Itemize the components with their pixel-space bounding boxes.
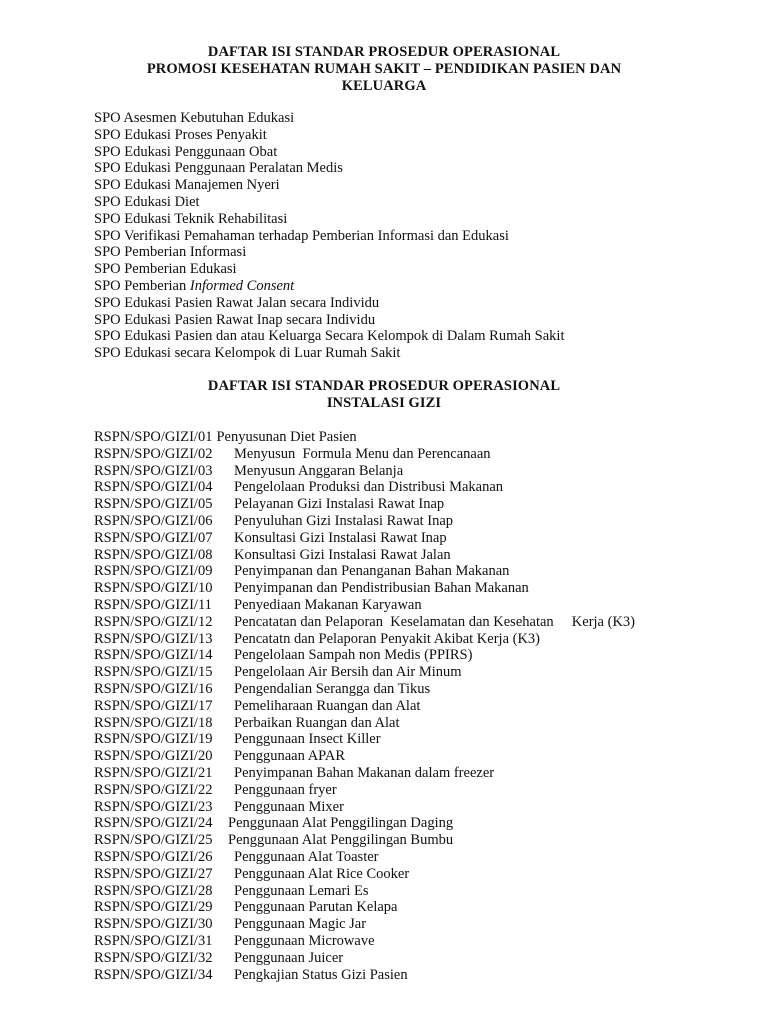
- spo-title: Pencatatan dan Pelaporan Keselamatan dan Kesehatan Kerja (K3): [234, 613, 635, 630]
- list-item: SPO Edukasi Pasien Rawat Jalan secara Individu: [94, 294, 380, 311]
- gizi-list-item: [94, 496, 635, 513]
- gizi-list-item: [94, 530, 635, 547]
- gizi-list-item: [94, 832, 635, 849]
- list-item: SPO Edukasi Pasien Rawat Inap secara Individu: [94, 311, 376, 328]
- spo-title: Penyuluhan Gizi Instalasi Rawat Inap: [234, 512, 454, 529]
- spo-title: Pengendalian Serangga dan Tikus: [234, 680, 431, 697]
- spo-title: Penggunaan Mixer: [234, 798, 344, 815]
- gizi-list-item: [94, 933, 635, 950]
- gizi-list-item: [94, 580, 635, 597]
- spo-title: Penggunaan Alat Penggilingan Bumbu: [228, 832, 454, 849]
- spo-title: Konsultasi Gizi Instalasi Rawat Jalan: [234, 546, 451, 563]
- list-item: [94, 278, 564, 295]
- spo-title: Pengelolaan Produksi dan Distribusi Makanan: [234, 479, 504, 496]
- spo-title: Penyediaan Makanan Karyawan: [234, 596, 422, 613]
- spo-title: Penggunaan Magic Jar: [234, 916, 367, 933]
- spo-title: Penyimpanan dan Penanganan Bahan Makanan: [234, 563, 510, 580]
- spo-title: Penggunaan Alat Penggilingan Daging: [228, 815, 454, 832]
- list-item: SPO Edukasi Diet: [94, 193, 200, 210]
- list-item: SPO Edukasi Penggunaan Peralatan Medis: [94, 160, 343, 177]
- title-line: KELUARGA: [341, 77, 427, 94]
- gizi-list-item: [94, 731, 635, 748]
- spo-title: Pencatatn dan Pelaporan Penyakit Akibat Kerja (K3): [234, 630, 541, 647]
- title-line: DAFTAR ISI STANDAR PROSEDUR OPERASIONAL: [207, 378, 561, 394]
- spo-code: RSPN/SPO/GIZI/11: [94, 596, 212, 613]
- list-item: SPO Edukasi Penggunaan Obat: [94, 143, 278, 160]
- spo-title: Penyusunan Diet Pasien: [216, 429, 357, 445]
- spo-code: RSPN/SPO/GIZI/16: [94, 680, 213, 697]
- gizi-list-item: [94, 799, 635, 816]
- gizi-list-item: [94, 664, 635, 681]
- spo-title: Penggunaan APAR: [234, 748, 346, 765]
- gizi-list-item: [94, 681, 635, 698]
- spo-code: RSPN/SPO/GIZI/07: [94, 529, 213, 546]
- spo-code: RSPN/SPO/GIZI/22: [94, 781, 213, 798]
- spo-code: RSPN/SPO/GIZI/04: [94, 479, 213, 496]
- spo-code: RSPN/SPO/GIZI/08: [94, 546, 213, 563]
- spo-code: RSPN/SPO/GIZI/21: [94, 764, 213, 781]
- title-line: INSTALASI GIZI: [326, 394, 442, 411]
- promkes-section-title: [0, 44, 768, 94]
- spo-title: Menyusun Anggaran Belanja: [234, 462, 404, 479]
- list-item: SPO Verifikasi Pemahaman terhadap Pemberian Informasi dan Edukasi: [94, 227, 509, 244]
- gizi-list-item: [94, 967, 635, 984]
- spo-title: Penyimpanan Bahan Makanan dalam freezer: [234, 764, 495, 781]
- spo-code: RSPN/SPO/GIZI/31: [94, 932, 213, 949]
- gizi-list-item: [94, 631, 635, 648]
- spo-code: RSPN/SPO/GIZI/19: [94, 731, 213, 748]
- list-item: SPO Edukasi Pasien dan atau Keluarga Secara Kelompok di Dalam Rumah Sakit: [94, 328, 565, 345]
- gizi-list-item: [94, 748, 635, 765]
- gizi-spo-list: [94, 429, 635, 983]
- list-item: SPO Pemberian Informasi: [94, 244, 247, 261]
- spo-code: RSPN/SPO/GIZI/23: [94, 798, 213, 815]
- spo-title: Perbaikan Ruangan dan Alat: [234, 714, 400, 731]
- spo-code: RSPN/SPO/GIZI/14: [94, 647, 213, 664]
- gizi-list-item: [94, 815, 635, 832]
- spo-title: Penggunaan Alat Toaster: [234, 848, 379, 865]
- list-item: SPO Edukasi Manajemen Nyeri: [94, 177, 280, 194]
- gizi-list-item: [94, 614, 635, 631]
- spo-code: RSPN/SPO/GIZI/02: [94, 445, 213, 462]
- spo-title: Penggunaan Juicer: [234, 949, 344, 966]
- spo-code: RSPN/SPO/GIZI/01: [94, 429, 213, 445]
- spo-title: Menyusun Formula Menu dan Perencanaan: [234, 445, 491, 462]
- spo-code: RSPN/SPO/GIZI/15: [94, 664, 213, 681]
- spo-title: Konsultasi Gizi Instalasi Rawat Inap: [234, 529, 447, 546]
- spo-code: RSPN/SPO/GIZI/26: [94, 848, 213, 865]
- spo-code: RSPN/SPO/GIZI/05: [94, 496, 213, 513]
- spo-code: RSPN/SPO/GIZI/20: [94, 748, 213, 765]
- gizi-list-item: [94, 950, 635, 967]
- spo-title: Penggunaan Insect Killer: [234, 731, 381, 748]
- spo-code: RSPN/SPO/GIZI/27: [94, 865, 213, 882]
- spo-code: RSPN/SPO/GIZI/32: [94, 949, 213, 966]
- spo-code: RSPN/SPO/GIZI/28: [94, 882, 213, 899]
- gizi-list-item: [94, 765, 635, 782]
- gizi-list-item: [94, 647, 635, 664]
- list-item: SPO Asesmen Kebutuhan Edukasi: [94, 110, 295, 126]
- spo-code: RSPN/SPO/GIZI/25: [94, 832, 213, 849]
- spo-code: RSPN/SPO/GIZI/12: [94, 613, 213, 630]
- gizi-list-item: [94, 866, 635, 883]
- gizi-list-item: [94, 715, 635, 732]
- gizi-list-item: [94, 916, 635, 933]
- spo-title: Pemeliharaan Ruangan dan Alat: [234, 697, 421, 714]
- spo-title: Pelayanan Gizi Instalasi Rawat Inap: [234, 496, 445, 513]
- gizi-section-title: [0, 378, 768, 412]
- gizi-list-item: [94, 883, 635, 900]
- gizi-list-item: [94, 547, 635, 564]
- spo-title: Penyimpanan dan Pendistribusian Bahan Makanan: [234, 580, 529, 597]
- gizi-list-item: [94, 479, 635, 496]
- spo-title: Penggunaan Parutan Kelapa: [234, 899, 398, 916]
- gizi-list-item: [94, 849, 635, 866]
- spo-code: RSPN/SPO/GIZI/06: [94, 512, 213, 529]
- spo-code: RSPN/SPO/GIZI/17: [94, 697, 213, 714]
- spo-code: RSPN/SPO/GIZI/18: [94, 714, 213, 731]
- title-line: DAFTAR ISI STANDAR PROSEDUR OPERASIONAL: [207, 44, 561, 60]
- spo-code: RSPN/SPO/GIZI/30: [94, 916, 213, 933]
- list-item: SPO Edukasi Proses Penyakit: [94, 126, 267, 143]
- list-item: SPO Edukasi Teknik Rehabilitasi: [94, 210, 288, 227]
- list-item: SPO Pemberian Edukasi: [94, 261, 237, 278]
- gizi-list-item: [94, 597, 635, 614]
- spo-code: RSPN/SPO/GIZI/24: [94, 815, 213, 832]
- spo-code: RSPN/SPO/GIZI/13: [94, 630, 213, 647]
- gizi-list-item: [94, 513, 635, 530]
- gizi-list-item: [94, 563, 635, 580]
- gizi-list-item: [94, 698, 635, 715]
- spo-title: Penggunaan Lemari Es: [234, 882, 369, 899]
- gizi-list-item: [94, 899, 635, 916]
- spo-title: Pengelolaan Air Bersih dan Air Minum: [234, 664, 462, 681]
- gizi-list-item: [94, 463, 635, 480]
- gizi-list-item: [94, 429, 635, 446]
- list-item: SPO Edukasi secara Kelompok di Luar Rumah Sakit: [94, 345, 401, 362]
- spo-code: RSPN/SPO/GIZI/10: [94, 580, 213, 597]
- spo-title: Penggunaan fryer: [234, 781, 337, 798]
- spo-code: RSPN/SPO/GIZI/03: [94, 462, 213, 479]
- spo-title: Pengkajian Status Gizi Pasien: [234, 966, 408, 983]
- gizi-list-item: [94, 782, 635, 799]
- spo-code: RSPN/SPO/GIZI/29: [94, 899, 213, 916]
- gizi-list-item: [94, 446, 635, 463]
- promkes-spo-list: [94, 110, 564, 362]
- spo-code: RSPN/SPO/GIZI/34: [94, 966, 213, 983]
- spo-title: Penggunaan Microwave: [234, 932, 375, 949]
- title-line: PROMOSI KESEHATAN RUMAH SAKIT – PENDIDIKAN PASIEN DAN: [146, 60, 622, 77]
- spo-code: RSPN/SPO/GIZI/09: [94, 563, 213, 580]
- spo-title: Pengelolaan Sampah non Medis (PPIRS): [234, 647, 473, 664]
- spo-title: Penggunaan Alat Rice Cooker: [234, 865, 410, 882]
- informed-consent-italic: Informed Consent: [189, 277, 295, 294]
- list-item-text: SPO Pemberian: [94, 277, 190, 294]
